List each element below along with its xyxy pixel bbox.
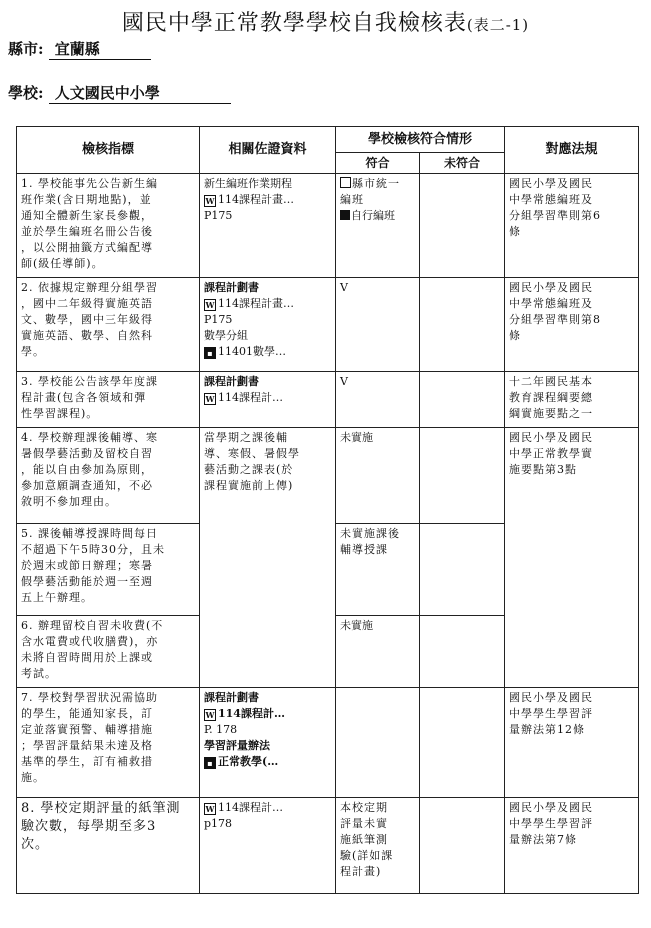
evidence-file-link[interactable] — [204, 296, 331, 312]
non-compliant-cell — [420, 278, 505, 372]
compliant-cell — [336, 174, 420, 278]
school-field — [8, 82, 231, 104]
checkbox-filled-icon — [340, 210, 350, 220]
evidence-file-link[interactable] — [204, 344, 331, 360]
header-evidence: 相關佐證資料 — [200, 127, 336, 174]
file-name: 114課程計… — [218, 707, 285, 720]
evidence-page: p178 — [204, 817, 233, 830]
word-icon: W — [205, 196, 215, 206]
evidence-cell — [200, 798, 336, 894]
header-compliance: 學校檢核符合情形 — [336, 127, 505, 153]
compliant-cell: 本校定期 評量未實 施紙筆測 驗(詳如課 程計畫) — [336, 798, 420, 894]
regulation-cell: 國民小學及國民 中學學生學習評 量辦法第12條 — [505, 688, 639, 798]
evidence-page: P175 — [204, 313, 233, 326]
option-label: 縣市統一 編班 — [340, 177, 400, 206]
evidence-cell — [200, 372, 336, 428]
non-compliant-cell — [420, 372, 505, 428]
table-row — [17, 688, 639, 798]
evidence-sub: 數學分組 — [204, 329, 248, 342]
regulation-cell: 十二年國民基本 教育課程綱要總 綱實施要點之一 — [505, 372, 639, 428]
evidence-title: 課程計劃書 — [204, 691, 259, 704]
indicator-cell: 7. 學校對學習狀況需協助 的學生，能通知家長，訂 定並落實預警、輔導措施 ；學習評量結果未達及格 基準的學生，訂有補救措 施。 — [17, 688, 200, 798]
evidence-title: 課程計劃書 — [204, 281, 259, 294]
table-row — [17, 278, 639, 372]
table-row — [17, 372, 639, 428]
indicator-cell: 4. 學校辦理課後輔導、寒 暑假學藝活動及留校自習 ，能以自由參加為原則， 參加意願調查通知，不必 敘明不參加理由。 — [17, 428, 200, 524]
non-compliant-cell — [420, 174, 505, 278]
file-name: 114課程計… — [218, 801, 283, 814]
evidence-cell: 當學期之課後輔 導、寒假、暑假學 藝活動之課表(於 課程實施前上傳) — [200, 428, 336, 688]
indicator-cell: 2. 依據規定辦理分組學習 ，國中二年級得實施英語 文、數學，國中三年級得 實施英語、數學、自然科 學。 — [17, 278, 200, 372]
compliant-cell — [336, 688, 420, 798]
regulation-cell: 國民小學及國民 中學正常教學實 施要點第3點 — [505, 428, 639, 688]
non-compliant-cell — [420, 428, 505, 524]
checkbox-option[interactable] — [340, 176, 415, 208]
indicator-cell: 1. 學校能事先公告新生編 班作業(含日期地點)，並 通知全體新生家長參觀， 並於學生編班名冊公告後 ，以公開抽籤方式編配導 師(級任導師)。 — [17, 174, 200, 278]
header-non-compliant: 未符合 — [420, 153, 505, 174]
non-compliant-cell — [420, 524, 505, 616]
evidence-text: 新生編班作業期程 — [204, 177, 292, 190]
file-icon: ▪ — [204, 757, 216, 769]
evidence-cell — [200, 174, 336, 278]
non-compliant-cell — [420, 798, 505, 894]
non-compliant-cell — [420, 616, 505, 688]
indicator-cell: 3. 學校能公告該學年度課 程計畫(包含各領域和彈 性學習課程)。 — [17, 372, 200, 428]
regulation-cell: 國民小學及國民 中學學生學習評 量辦法第7條 — [505, 798, 639, 894]
file-name: 114課程計畫… — [218, 297, 294, 310]
title-suffix: (表二-1) — [466, 16, 530, 34]
file-name: 114課程計畫… — [218, 193, 294, 206]
school-value: 人文國民中小學 — [49, 82, 231, 104]
compliant-cell: V — [336, 278, 420, 372]
evidence-cell — [200, 278, 336, 372]
word-icon: W — [205, 300, 215, 310]
evidence-file-link[interactable] — [204, 706, 331, 722]
option-label: 自行編班 — [351, 209, 395, 222]
header-compliant: 符合 — [336, 153, 420, 174]
compliant-cell: 未實施 — [336, 428, 420, 524]
file-name: 11401數學… — [218, 345, 286, 358]
indicator-cell: 6. 辦理留校自習未收費(不 含水電費或代收膳費)，亦 未將自習時間用於上課或 考試。 — [17, 616, 200, 688]
table-row — [17, 798, 639, 894]
evidence-title: 課程計劃書 — [204, 375, 259, 388]
header-indicator: 檢核指標 — [17, 127, 200, 174]
indicator-cell: 5. 課後輔導授課時間每日 不超過下午5時30分，且未 於週末或節日辦理；寒暑 假學藝活動能於週一至週 五上午辦理。 — [17, 524, 200, 616]
evidence-page: P175 — [204, 209, 233, 222]
checklist-table — [16, 126, 639, 894]
table-row — [17, 174, 639, 278]
county-value: 宜蘭縣 — [49, 38, 151, 60]
evidence-file-link[interactable] — [204, 192, 331, 208]
file-name: 114課程計… — [218, 391, 283, 404]
compliant-cell: 未實施 — [336, 616, 420, 688]
file-icon: ▪ — [204, 347, 216, 359]
regulation-cell: 國民小學及國民 中學常態編班及 分組學習準則第6 條 — [505, 174, 639, 278]
indicator-cell: 8. 學校定期評量的紙筆測 驗次數，每學期至多3 次。 — [17, 798, 200, 894]
evidence-file-link[interactable] — [204, 800, 331, 816]
file-name: 正常教學(… — [218, 755, 279, 768]
evidence-file-link[interactable] — [204, 754, 331, 770]
word-icon: W — [205, 710, 215, 720]
title-text: 國民中學正常教學學校自我檢核表 — [121, 11, 467, 36]
checkbox-empty-icon — [340, 177, 351, 188]
word-icon: W — [205, 394, 215, 404]
page-title — [0, 6, 651, 37]
evidence-file-link[interactable] — [204, 390, 331, 406]
compliant-cell: 未實施課後 輔導授課 — [336, 524, 420, 616]
evidence-sub: 學習評量辦法 — [204, 739, 270, 752]
county-label: 縣市: — [8, 40, 44, 58]
table-row — [17, 428, 639, 524]
compliant-cell: V — [336, 372, 420, 428]
non-compliant-cell — [420, 688, 505, 798]
school-label: 學校: — [8, 84, 44, 102]
evidence-cell — [200, 688, 336, 798]
evidence-page: P. 178 — [204, 723, 238, 736]
header-regulation: 對應法規 — [505, 127, 639, 174]
word-icon: W — [205, 804, 215, 814]
county-field — [8, 38, 151, 60]
checkbox-option[interactable] — [340, 208, 415, 224]
regulation-cell: 國民小學及國民 中學常態編班及 分組學習準則第8 條 — [505, 278, 639, 372]
